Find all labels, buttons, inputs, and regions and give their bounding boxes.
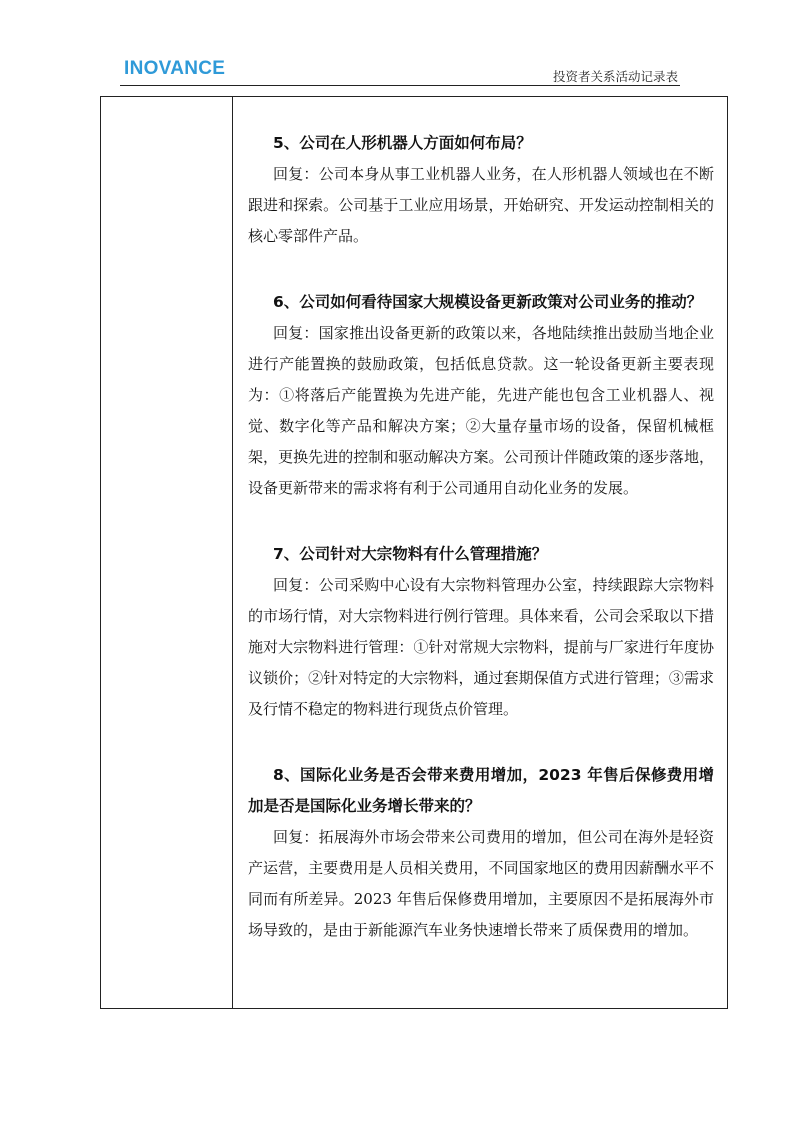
question-6: 6、公司如何看待国家大规模设备更新政策对公司业务的推动？ — [273, 293, 703, 311]
question-5: 5、公司在人形机器人方面如何布局？ — [273, 134, 532, 152]
header-divider — [120, 85, 680, 86]
answer-8: 回复：拓展海外市场会带来公司费用的增加，但公司在海外是轻资产运营，主要费用是人员相关费用，不同国家地区的费用因薪酬水平不同而有所差异。2023 年售后保修费用增加，主要原因不是拓展海外市场导致的，是由于新能源汽车业务快速增长带来了质保费用的增加。 — [248, 828, 714, 939]
table-column-divider — [232, 96, 233, 1009]
qa-item-7 — [248, 539, 714, 725]
answer-5: 回复：公司本身从事工业机器人业务，在人形机器人领域也在不断跟进和探索。公司基于工业应用场景，开始研究、开发运动控制相关的核心零部件产品。 — [248, 165, 714, 245]
answer-6: 回复：国家推出设备更新的政策以来，各地陆续推出鼓励当地企业进行产能置换的鼓励政策，包括低息贷款。这一轮设备更新主要表现为：①将落后产能置换为先进产能，先进产能也包含工业机器人、视觉、数字化等产品和解决方案；②大量存量市场的设备，保留机械框架，更换先进的控制和驱动解决方案。公司预计伴随政策的逐步落地，设备更新带来的需求将有利于公司通用自动化业务的发展。 — [248, 324, 714, 497]
activity-content-cell — [248, 128, 714, 981]
question-8: 8、国际化业务是否会带来费用增加，2023 年售后保修费用增加是否是国际化业务增长带来的？ — [248, 766, 714, 815]
qa-item-8 — [248, 760, 714, 946]
document-title: 投资者关系活动记录表 — [552, 69, 678, 84]
qa-item-5 — [248, 128, 714, 252]
qa-item-6 — [248, 287, 714, 504]
question-7: 7、公司针对大宗物料有什么管理措施？ — [273, 545, 548, 563]
answer-7: 回复：公司采购中心设有大宗物料管理办公室，持续跟踪大宗物料的市场行情，对大宗物料进行例行管理。具体来看，公司会采取以下措施对大宗物料进行管理：①针对常规大宗物料，提前与厂家进行年度协议锁价；②针对特定的大宗物料，通过套期保值方式进行管理；③需求及行情不稳定的物料进行现货点价管理。 — [248, 576, 714, 718]
company-logo: INOVANCE — [124, 58, 226, 79]
